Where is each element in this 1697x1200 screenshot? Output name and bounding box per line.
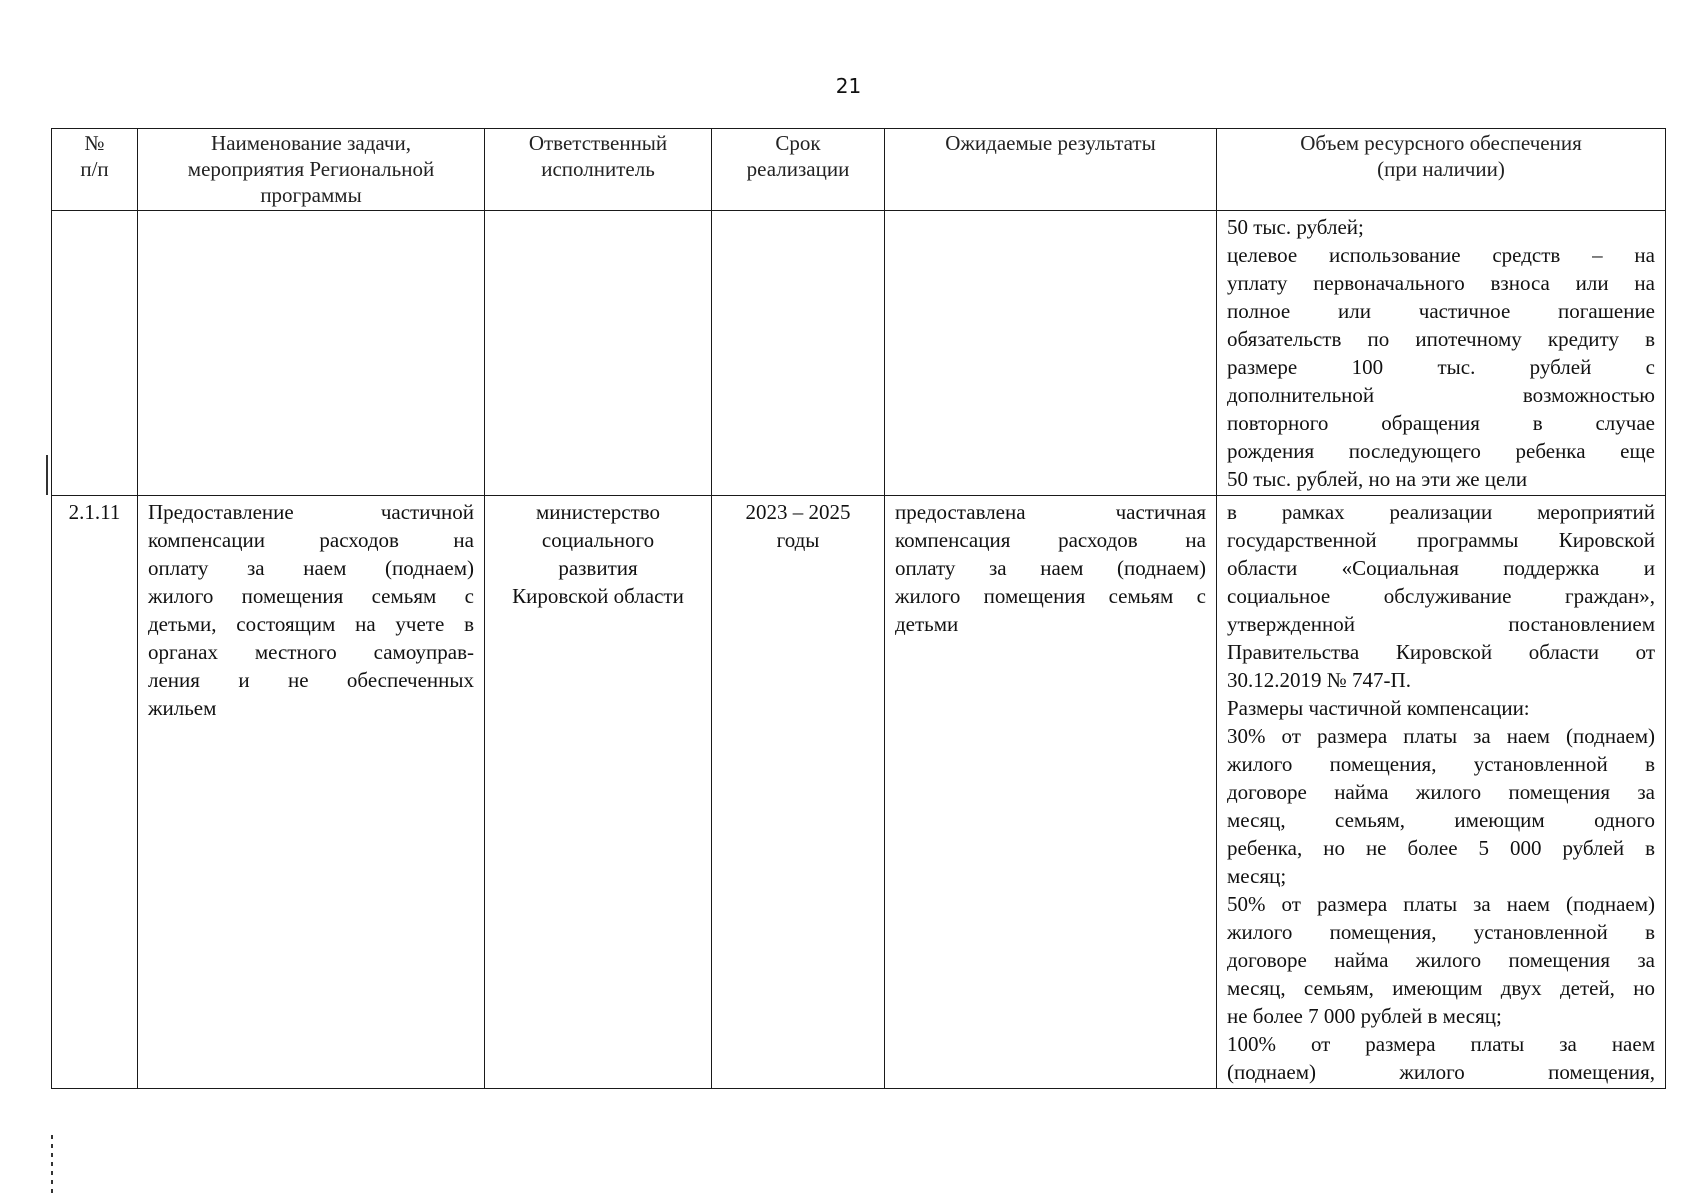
text-line: жильем [148, 696, 217, 720]
header-results [885, 129, 1217, 211]
text-line: утвержденной постановлением [1227, 612, 1655, 636]
text-line: предоставлена частичная [895, 500, 1206, 524]
cell-resources [1217, 496, 1666, 1089]
text-line: Предоставление частичной [148, 500, 474, 524]
text-line: месяц, семьям, имеющим одного [1227, 808, 1655, 832]
table-header-row [52, 129, 1666, 211]
text-line: договоре найма жилого помещения за [1227, 780, 1655, 804]
text-line: мероприятия Региональной [187, 157, 435, 181]
text-line: повторного обращения в случае [1227, 411, 1655, 435]
scan-mark-left-2 [51, 1135, 53, 1193]
text-line: полное или частичное погашение [1227, 299, 1655, 323]
text-line: исполнитель [541, 157, 655, 181]
text-line: жилого помещения семьям с [895, 584, 1206, 608]
text-line: Объем ресурсного обеспечения [1300, 131, 1582, 155]
header-number [52, 129, 138, 211]
text-line: договоре найма жилого помещения за [1227, 948, 1655, 972]
header-term [712, 129, 885, 211]
text-line: реализации [746, 157, 850, 181]
header-task-name [138, 129, 485, 211]
text-line: 30% от размера платы за наем (поднаем) [1227, 724, 1655, 748]
text-line: размере 100 тыс. рублей с [1227, 355, 1655, 379]
text-line: оплату за наем (поднаем) [895, 556, 1206, 580]
table-row-2-1-11 [52, 496, 1666, 1089]
text-line: жилого помещения, установленной в [1227, 752, 1655, 776]
text-line: обязательств по ипотечному кредиту в [1227, 327, 1655, 351]
cell-executor-empty [485, 211, 712, 496]
text-line: 2023 – 2025 [745, 500, 851, 524]
row-number: 2.1.11 [68, 500, 121, 524]
text-line: Срок [775, 131, 821, 155]
text-line: 50% от размера платы за наем (поднаем) [1227, 892, 1655, 916]
text-line: детьми [895, 612, 959, 636]
text-line: Размеры частичной компенсации: [1227, 696, 1530, 720]
text-line: компенсация расходов на [895, 528, 1206, 552]
text-line: программы [260, 183, 362, 207]
text-line: компенсации расходов на [148, 528, 474, 552]
scan-mark-left-1 [46, 455, 48, 495]
text-line: уплату первоначального взноса или на [1227, 271, 1655, 295]
text-line: детьми, состоящим на учете в [148, 612, 474, 636]
cell-resources-continuation [1217, 211, 1666, 496]
text-line: Наименование задачи, [211, 131, 411, 155]
text-line: (при наличии) [1377, 157, 1505, 181]
text-line: 50 тыс. рублей; [1227, 215, 1364, 239]
text-line: годы [776, 528, 820, 552]
header-resources [1217, 129, 1666, 211]
text-line: в рамках реализации мероприятий [1227, 500, 1655, 524]
text-line: органах местного самоуправ- [148, 640, 474, 664]
text-line: дополнительной возможностью [1227, 383, 1655, 407]
text-line: месяц; [1227, 864, 1287, 888]
cell-results-empty [885, 211, 1217, 496]
cell-term-empty [712, 211, 885, 496]
cell-number-empty [52, 211, 138, 496]
text-line: государственной программы Кировской [1227, 528, 1655, 552]
cell-task-name [138, 496, 485, 1089]
text-line: социального [541, 528, 655, 552]
cell-results [885, 496, 1217, 1089]
text-line: министерство [535, 500, 661, 524]
text-line: 30.12.2019 № 747-П. [1227, 668, 1411, 692]
text-line: Ожидаемые результаты [945, 131, 1156, 155]
header-executor [485, 129, 712, 211]
cell-term [712, 496, 885, 1089]
text-line: № [84, 131, 105, 155]
text-line: (поднаем) жилого помещения, [1227, 1060, 1655, 1084]
text-line: развития [558, 556, 638, 580]
text-line: Кировской области [512, 584, 684, 608]
page-number: 21 [835, 74, 862, 98]
text-line: ребенка, но не более 5 000 рублей в [1227, 836, 1655, 860]
text-line: месяц, семьям, имеющим двух детей, но [1227, 976, 1655, 1000]
text-line: целевое использование средств – на [1227, 243, 1655, 267]
text-line: ления и не обеспеченных [148, 668, 474, 692]
text-line: социальное обслуживание граждан», [1227, 584, 1655, 608]
text-line: рождения последующего ребенка еще [1227, 439, 1655, 463]
text-line: Правительства Кировской области от [1227, 640, 1655, 664]
text-line: п/п [80, 157, 109, 181]
text-line: области «Социальная поддержка и [1227, 556, 1655, 580]
text-line: жилого помещения семьям с [148, 584, 474, 608]
program-table [51, 128, 1666, 1089]
text-line: не более 7 000 рублей в месяц; [1227, 1004, 1502, 1028]
cell-executor [485, 496, 712, 1089]
text-line: Ответственный [528, 131, 668, 155]
text-line: жилого помещения, установленной в [1227, 920, 1655, 944]
text-line: 50 тыс. рублей, но на эти же цели [1227, 467, 1528, 491]
table-row-continuation [52, 211, 1666, 496]
text-line: оплату за наем (поднаем) [148, 556, 474, 580]
text-line: 100% от размера платы за наем [1227, 1032, 1655, 1056]
cell-number [52, 496, 138, 1089]
cell-name-empty [138, 211, 485, 496]
